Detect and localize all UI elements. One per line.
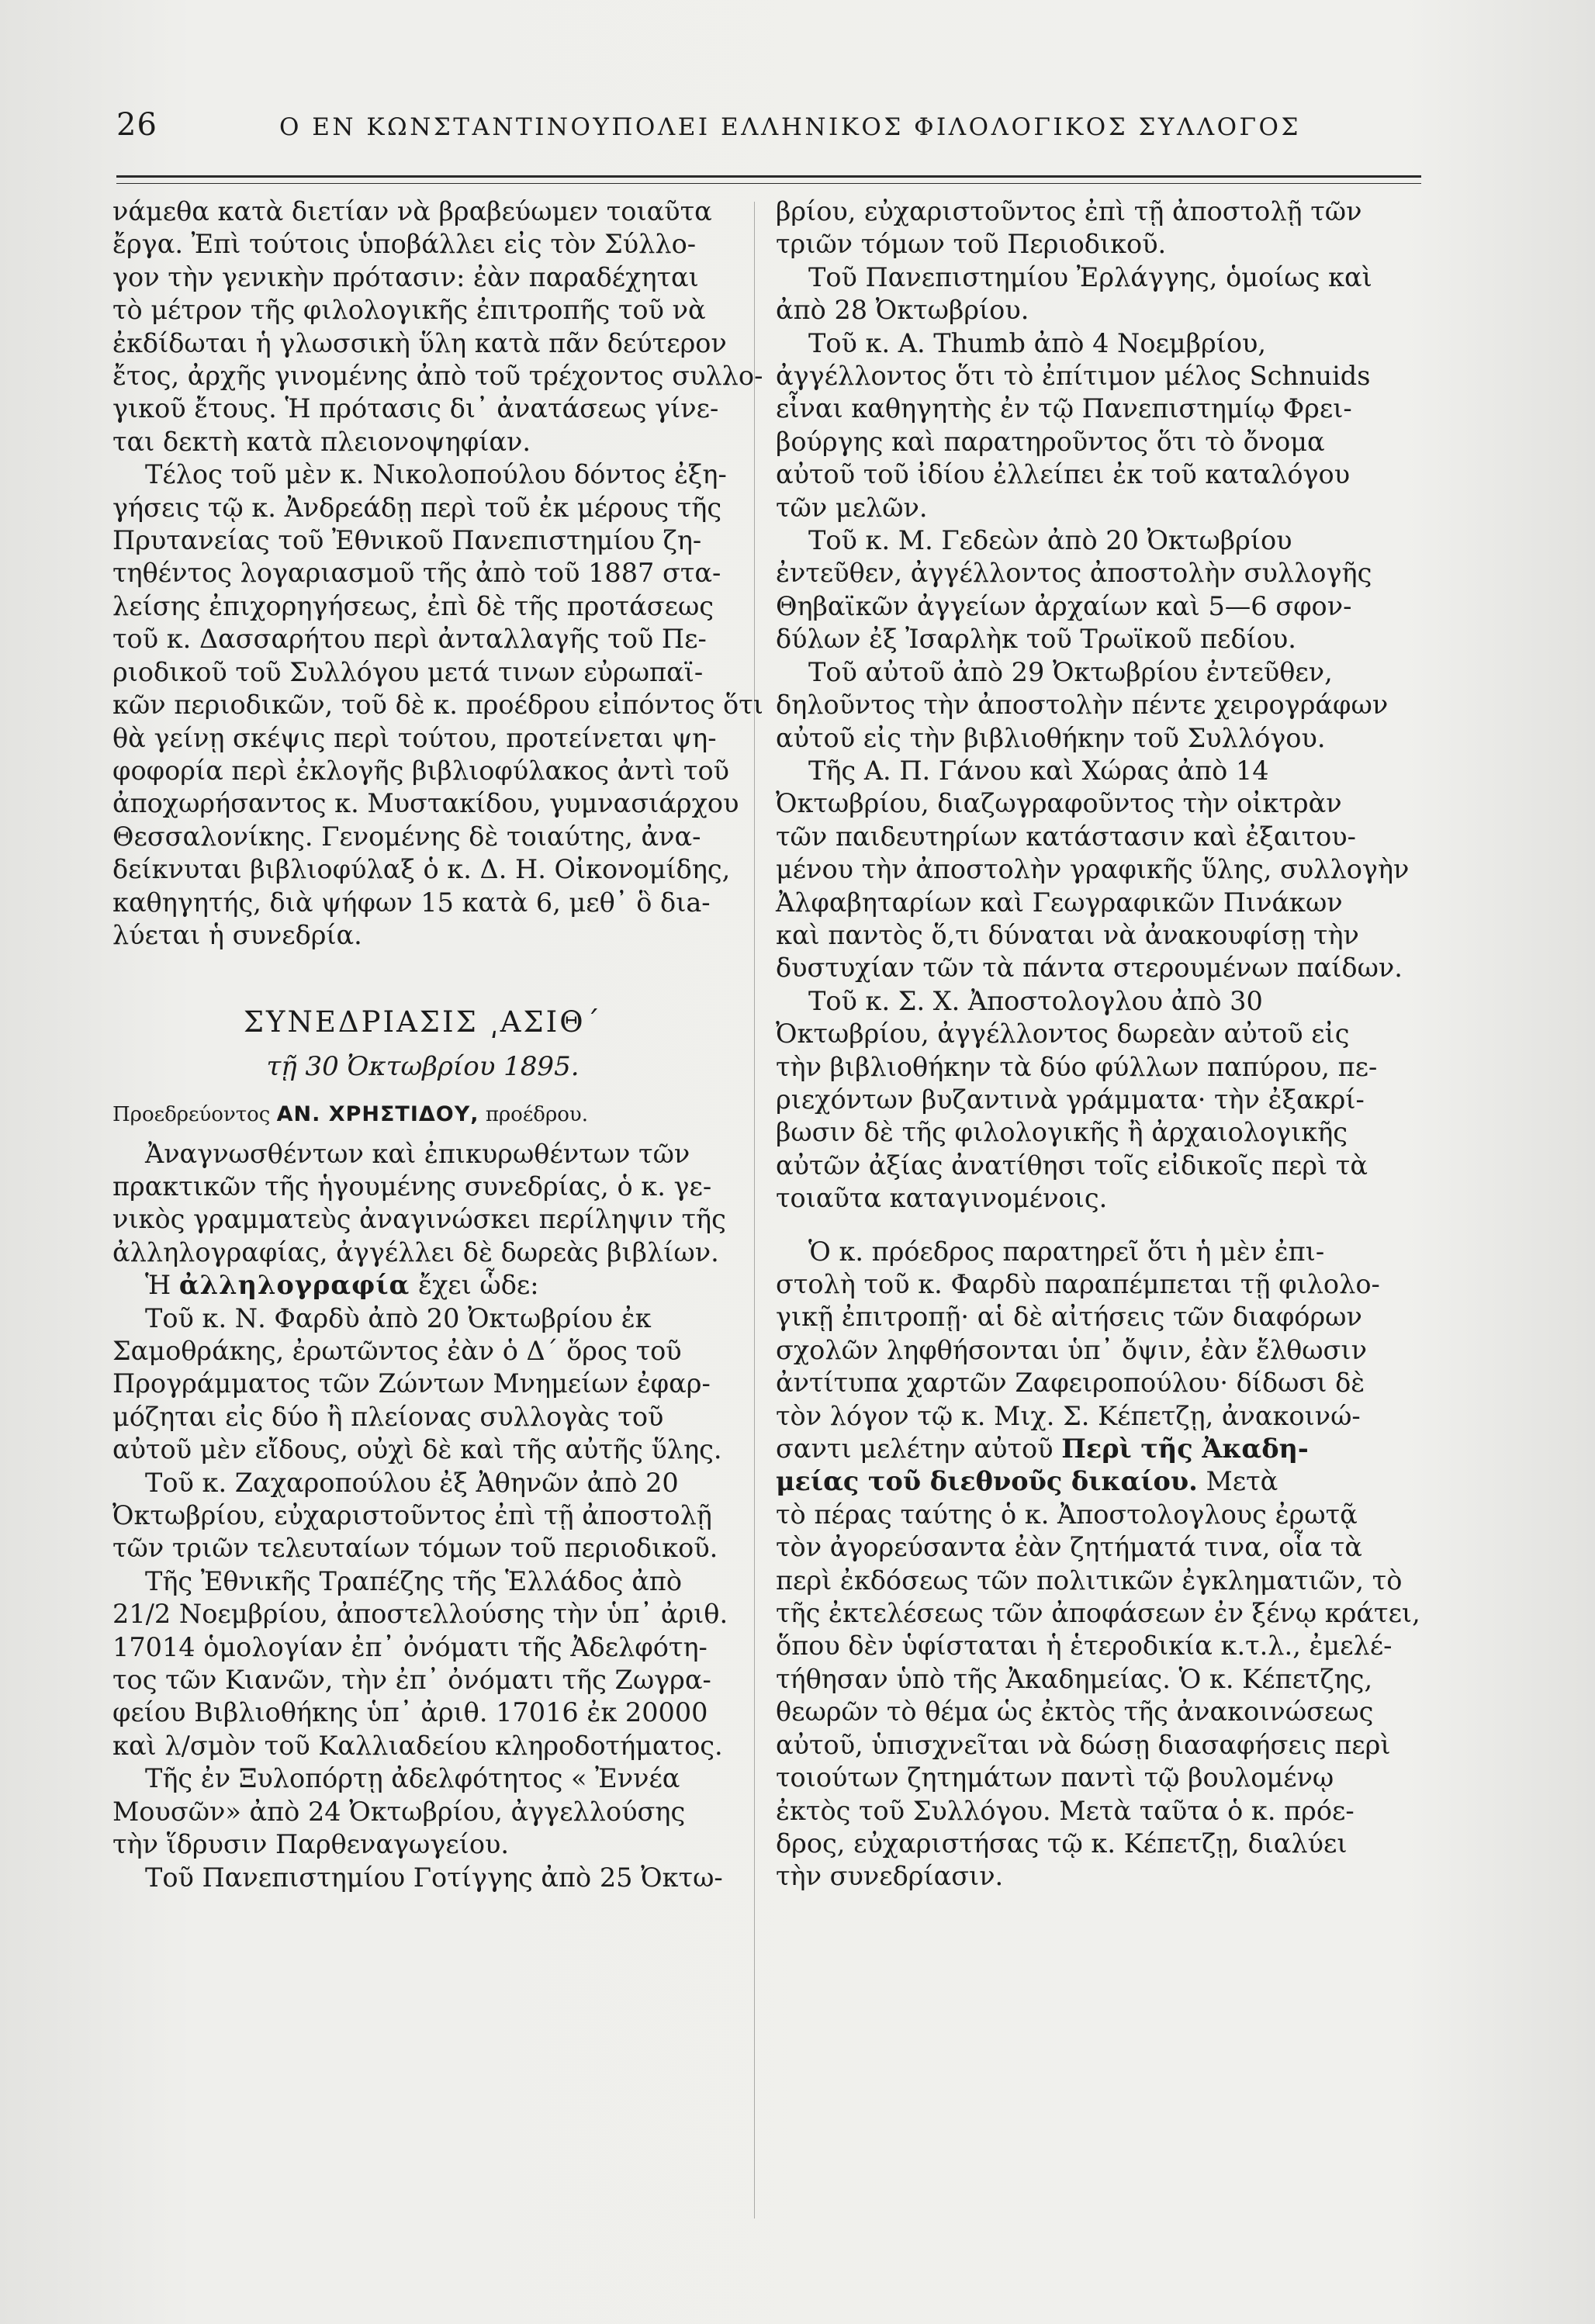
text-line: τοῦ κ. Δασσαρήτου περὶ ἀνταλλαγῆς τοῦ Πε- bbox=[112, 624, 707, 655]
text-line: ριεχόντων βυζαντινὰ γράμματα· τὴν ἐξακρί- bbox=[776, 1084, 1365, 1115]
text-line: Τοῦ Πανεπιστημίου Γοτίγγης ἀπὸ 25 Ὀκτω- bbox=[145, 1862, 723, 1893]
text-fragment: Μετὰ bbox=[1206, 1466, 1278, 1497]
text-line: Τοῦ κ. Ν. Φαρδὺ ἀπὸ 20 Ὀκτωβρίου ἐκ bbox=[145, 1302, 652, 1333]
text-line: Θηβαϊκῶν ἀγγείων ἀρχαίων καὶ 5—6 σφον- bbox=[776, 590, 1352, 621]
text-line: γικοῦ ἔτους. Ἡ πρότασις δι᾽ ἀνατάσεως γίνε- bbox=[112, 393, 719, 424]
text-line: ἔργα. Ἐπὶ τούτοις ὑποβάλλει εἰς τὸν Σύλλο- bbox=[112, 229, 697, 260]
text-line: τος τῶν Κιανῶν, τὴν ἐπ᾽ ὀνόματι τῆς Ζωγρα- bbox=[112, 1665, 711, 1696]
letter-fardy bbox=[112, 1302, 733, 1467]
text-line: Τέλος τοῦ μὲν κ. Νικολοπούλου δόντος ἐξη- bbox=[145, 459, 727, 490]
text-line: τὸ πέρας ταύτης ὁ κ. Ἀποστολογλους ἐρωτᾷ bbox=[776, 1499, 1358, 1530]
text-line: Σαμοθράκης, ἐρωτῶντος ἐὰν ὁ Δ΄ ὅρος τοῦ bbox=[112, 1336, 682, 1366]
text-line: τὴν συνεδρίασιν. bbox=[776, 1861, 1004, 1892]
text-line: τῶν τριῶν τελευταίων τόμων τοῦ περιοδικοῦ. bbox=[112, 1533, 718, 1564]
letter-apostologlou bbox=[776, 985, 1420, 1216]
session-date: τῇ 30 Ὀκτωβρίου 1895. bbox=[266, 1050, 580, 1082]
presided-line bbox=[112, 1098, 733, 1131]
correspondence-word: ἀλληλογραφία bbox=[178, 1270, 410, 1301]
correspondence-post: ἔχει ὧδε: bbox=[417, 1270, 539, 1301]
text-line: βωσιν δὲ τῆς φιλολογικῆς ἢ ἀρχαιολογικῆς bbox=[776, 1117, 1348, 1148]
paragraph-proposal bbox=[112, 195, 763, 458]
text-line: ἀντίτυπα χαρτῶν Ζαφειροπούλου· δίδωσι δὲ bbox=[776, 1368, 1365, 1399]
text-line: σχολῶν ληφθήσονται ὑπ᾽ ὄψιν, ἐὰν ἔλθωσιν bbox=[776, 1334, 1367, 1365]
text-line: ριοδικοῦ τοῦ Συλλόγου μετά τινων εὐρωπαϊ- bbox=[112, 656, 704, 687]
text-line: ἀπὸ 28 Ὀκτωβρίου. bbox=[776, 295, 1029, 326]
text-line: τοιαῦτα καταγινομένοις. bbox=[776, 1183, 1108, 1214]
letter-gottingen-cont bbox=[776, 195, 1420, 261]
text-line: ἀγγέλλοντος ὅτι τὸ ἐπίτιμον μέλος Schnuids bbox=[776, 361, 1371, 392]
text-line: Μουσῶν» ἀπὸ 24 Ὀκτωβρίου, ἀγγελλούσης bbox=[112, 1796, 686, 1827]
text-line: Ἀναγνωσθέντων καὶ ἐπικυρωθέντων τῶν bbox=[145, 1138, 690, 1169]
letter-erlangen bbox=[776, 261, 1420, 327]
letter-gedeon-1 bbox=[776, 524, 1420, 656]
text-line: Τοῦ κ. Ζαχαροπούλου ἐξ Ἀθηνῶν ἀπὸ 20 bbox=[145, 1467, 679, 1498]
right-column bbox=[776, 195, 1420, 1893]
text-line: αὐτοῦ, ὑπισχνεῖται νὰ δώσῃ διασαφήσεις περὶ bbox=[776, 1729, 1391, 1760]
text-line: τὴν βιβλιοθήκην τὰ δύο φύλλων παπύρου, πε- bbox=[776, 1051, 1378, 1082]
text-line: φοφορία περὶ ἐκλογῆς βιβλιοφύλακος ἀντὶ τοῦ bbox=[112, 755, 729, 786]
text-line: τριῶν τόμων τοῦ Περιοδικοῦ. bbox=[776, 229, 1167, 260]
text-line: ἔτος, ἀρχῆς γινομένης ἀπὸ τοῦ τρέχοντος συλλο- bbox=[112, 361, 763, 392]
text-line: αὐτοῦ μὲν εἴδους, οὐχὶ δὲ καὶ τῆς αὐτῆς ὕλης. bbox=[112, 1434, 722, 1465]
text-line: Ὀκτωβρίου, εὐχαριστοῦντος ἐπὶ τῇ ἀποστολῇ bbox=[112, 1500, 712, 1531]
presided-suffix: προέδρου. bbox=[485, 1103, 588, 1127]
page-number: 26 bbox=[116, 107, 157, 143]
correspondence-pre: Ἡ bbox=[145, 1270, 171, 1301]
text-line: Ὀκτωβρίου, ἀγγέλλοντος δωρεὰν αὐτοῦ εἰς bbox=[776, 1018, 1350, 1050]
text-line: εἶναι καθηγητὴς ἐν τῷ Πανεπιστημίῳ Φρει- bbox=[776, 393, 1352, 424]
presided-prefix: Προεδρεύοντος bbox=[112, 1103, 271, 1127]
text-line: γικῇ ἐπιτροπῇ· αἱ δὲ αἰτήσεις τῶν διαφόρων bbox=[776, 1302, 1362, 1333]
left-column bbox=[112, 195, 763, 1894]
text-line: νάμεθα κατὰ διετίαν νὰ βραβεύωμεν τοιαῦτα bbox=[112, 196, 712, 227]
correspondence-heading bbox=[112, 1269, 733, 1302]
text-line: ἀποχωρήσαντος κ. Μυστακίδου, γυμνασιάρχου bbox=[112, 788, 739, 819]
letter-gottingen bbox=[112, 1862, 733, 1894]
text-line: ἐκδίδωται ἡ γλωσσικὴ ὕλη κατὰ πᾶν δεύτερον bbox=[112, 327, 727, 358]
lecture-title-part1: Περὶ τῆς Ἀκαδη- bbox=[1061, 1433, 1309, 1465]
text-line: αὐτοῦ εἰς τὴν βιβλιοθήκην τοῦ Συλλόγου. bbox=[776, 722, 1326, 753]
text-line: τήθησαν ὑπὸ τῆς Ἀκαδημείας. Ὁ κ. Κέπετζης, bbox=[776, 1663, 1373, 1694]
text-line: ἀλληλογραφίας, ἀγγέλλει δὲ δωρεὰς βιβλίων. bbox=[112, 1236, 719, 1267]
text-line: Ὁ κ. πρόεδρος παρατηρεῖ ὅτι ἡ μὲν ἐπι- bbox=[808, 1236, 1325, 1267]
letter-ganos bbox=[776, 755, 1420, 985]
text-line: δρος, εὐχαριστήσας τῷ κ. Κέπετζῃ, διαλύει bbox=[776, 1828, 1348, 1859]
lecture-title-part2: μείας τοῦ διεθνοῦς δικαίου. bbox=[776, 1466, 1198, 1497]
text-line: νικὸς γραμματεὺς ἀναγινώσκει περίληψιν τῆς bbox=[112, 1204, 726, 1235]
text-line: μένου τὴν ἀποστολὴν γραφικῆς ὕλης, συλλογὴν bbox=[776, 854, 1410, 885]
paragraph-minutes bbox=[112, 1138, 733, 1270]
text-line: θὰ γείνῃ σκέψις περὶ τούτου, προτείνεται ψη- bbox=[112, 722, 717, 753]
text-line: καθηγητής, διὰ ψήφων 15 κατὰ 6, μεθ᾽ ὃ διa- bbox=[112, 887, 711, 918]
letter-gedeon-2 bbox=[776, 656, 1420, 755]
text-line: ὅπου δὲν ὑφίσταται ἡ ἑτεροδικία κ.τ.λ., ἐμελέ- bbox=[776, 1631, 1393, 1662]
text-line: τὸν λόγον τῷ κ. Μιχ. Σ. Κέπετζῃ, ἀνακοινώ- bbox=[776, 1400, 1361, 1431]
text-line: περὶ ἐκδόσεως τῶν πολιτικῶν ἐγκληματιῶν, τὸ bbox=[776, 1565, 1403, 1596]
text-line: τὴν ἵδρυσιν Παρθεναγωγείου. bbox=[112, 1829, 510, 1860]
letter-zacharopoulos bbox=[112, 1467, 733, 1565]
text-line: γήσεις τῷ κ. Ἀνδρεάδῃ περὶ τοῦ ἐκ μέρους τῆς bbox=[112, 492, 722, 523]
paragraph-closing bbox=[112, 458, 763, 952]
text-line: Τῆς Ἐθνικῆς Τραπέζης τῆς Ἑλλάδος ἀπὸ bbox=[145, 1565, 683, 1596]
text-line: δύλων ἐξ Ἰσαρλὴκ τοῦ Τρωϊκοῦ πεδίου. bbox=[776, 624, 1296, 655]
text-line: τῶν μελῶν. bbox=[776, 492, 928, 523]
text-line: μόζηται εἰς δύο ἢ πλείονας συλλογὰς τοῦ bbox=[112, 1401, 664, 1432]
text-line: τῶν παιδευτηρίων κατάστασιν καὶ ἐξαιτου- bbox=[776, 821, 1356, 852]
text-line: Τῆς Α. Π. Γάνου καὶ Χώρας ἀπὸ 14 bbox=[808, 755, 1269, 786]
text-line: λύεται ἡ συνεδρία. bbox=[112, 919, 362, 950]
text-line: γον τὴν γενικὴν πρότασιν: ἐὰν παραδέχηται bbox=[112, 261, 699, 292]
text-line: βούργης καὶ παρατηροῦντος ὅτι τὸ ὄνομα bbox=[776, 426, 1325, 457]
text-line bbox=[776, 1465, 1420, 1498]
text-line: τοιούτων ζητημάτων παντὶ τῷ βουλομένῳ bbox=[776, 1762, 1334, 1793]
session-title: ΣΥΝΕΔΡΙΑΣΙΣ ͵ΑΣΙΘ΄ bbox=[243, 1005, 603, 1039]
text-line bbox=[776, 1433, 1420, 1465]
header-rule-thin bbox=[116, 183, 1421, 184]
text-line: 21/2 Νοεμβρίου, ἀποστελλούσης τὴν ὑπ᾽ ἀριθ. bbox=[112, 1599, 728, 1630]
page-header bbox=[116, 107, 1435, 154]
text-line: Προγράμματος τῶν Ζώντων Μνημείων ἐφαρ- bbox=[112, 1368, 711, 1399]
text-line: Τῆς ἐν Ξυλοπόρτῃ ἀδελφότητος « Ἐννέα bbox=[145, 1763, 680, 1794]
text-line: στολὴ τοῦ κ. Φαρδὺ παραπέμπεται τῇ φιλολο- bbox=[776, 1269, 1380, 1299]
text-line: Πρυτανείας τοῦ Ἐθνικοῦ Πανεπιστημίου ζη- bbox=[112, 525, 702, 556]
header-rule-thick bbox=[116, 175, 1421, 178]
text-line: τῆς ἐκτελέσεως τῶν ἀποφάσεων ἐν ξένῳ κράτει, bbox=[776, 1598, 1420, 1629]
letter-thumb bbox=[776, 327, 1420, 524]
text-line: Τοῦ κ. Α. Thumb ἀπὸ 4 Νοεμβρίου, bbox=[808, 327, 1267, 358]
text-line: ται δεκτὴ κατὰ πλειονοψηφίαν. bbox=[112, 426, 531, 457]
text-line: Τοῦ Πανεπιστημίου Ἐρλάγγης, ὁμοίως καὶ bbox=[808, 261, 1372, 292]
text-line: αὐτοῦ τοῦ ἰδίου ἐλλείπει ἐκ τοῦ καταλόγου bbox=[776, 459, 1351, 490]
text-fragment: σαντι μελέτην αὐτοῦ bbox=[776, 1433, 1054, 1465]
text-line: Τοῦ αὐτοῦ ἀπὸ 29 Ὀκτωβρίου ἐντεῦθεν, bbox=[808, 656, 1333, 687]
text-line: καὶ λ/σμὸν τοῦ Καλλιαδείου κληροδοτήματος. bbox=[112, 1730, 723, 1761]
text-line: αὐτῶν ἀξίας ἀνατίθησι τοῖς εἰδικοῖς περὶ τὰ bbox=[776, 1150, 1368, 1181]
text-line: δείκνυται βιβλιοφύλαξ ὁ κ. Δ. Η. Οἰκονομίδης, bbox=[112, 854, 731, 885]
text-line: καὶ παντὸς ὅ,τι δύναται νὰ ἀνακουφίσῃ τὴν bbox=[776, 919, 1359, 950]
text-line: κῶν περιοδικῶν, τοῦ δὲ κ. προέδρου εἰπόντος ὅτι bbox=[112, 690, 763, 721]
text-line: ἐντεῦθεν, ἀγγέλλοντος ἀποστολὴν συλλογῆς bbox=[776, 558, 1372, 589]
text-line: φείου Βιβλιοθήκης ὑπ᾽ ἀριθ. 17016 ἐκ 20000 bbox=[112, 1697, 708, 1728]
text-line: Τοῦ κ. Σ. Χ. Ἀποστολογλου ἀπὸ 30 bbox=[808, 985, 1263, 1016]
text-line: Τοῦ κ. Μ. Γεδεὼν ἀπὸ 20 Ὀκτωβρίου bbox=[808, 525, 1292, 556]
text-line: θεωρῶν τὸ θέμα ὡς ἐκτὸς τῆς ἀνακοινώσεως bbox=[776, 1696, 1374, 1727]
text-line: δυστυχίαν τῶν τὰ πάντα στερουμένων παίδων. bbox=[776, 953, 1403, 984]
text-line: λείσης ἐπιχορηγήσεως, ἐπὶ δὲ τῆς προτάσεως bbox=[112, 590, 714, 621]
letter-xyloporti bbox=[112, 1762, 733, 1861]
president-name: ΑΝ. ΧΡΗΣΤΙΔΟΥ, bbox=[276, 1102, 479, 1127]
text-line: Θεσσαλονίκης. Γενομένης δὲ τοιαύτης, ἀνα- bbox=[112, 821, 701, 852]
text-line: βρίου, εὐχαριστοῦντος ἐπὶ τῇ ἀποστολῇ τῶν bbox=[776, 196, 1362, 227]
column-divider bbox=[754, 202, 755, 2219]
text-line: τὸ μέτρον τῆς φιλολογικῆς ἐπιτροπῆς τοῦ νὰ bbox=[112, 295, 706, 326]
running-title: Ο ΕΝ ΚΩΝΣΤΑΝΤΙΝΟΥΠΟΛΕΙ ΕΛΛΗΝΙΚΟΣ ΦΙΛΟΛΟΓΙΚΟΣ ΣΥΛΛΟΓΟΣ bbox=[279, 113, 1301, 141]
text-line: ἐκτὸς τοῦ Συλλόγου. Μετὰ ταῦτα ὁ κ. πρόε- bbox=[776, 1795, 1355, 1826]
text-line: Ἀλφαβηταρίων καὶ Γεωγραφικῶν Πινάκων bbox=[776, 887, 1343, 918]
text-line: Ὀκτωβρίου, διαζωγραφοῦντος τὴν οἰκτρὰν bbox=[776, 788, 1342, 819]
text-line: πρακτικῶν τῆς ἡγουμένης συνεδρίας, ὁ κ. γε- bbox=[112, 1171, 712, 1202]
text-line: τηθέντος λογαριασμοῦ τῆς ἀπὸ τοῦ 1887 στα- bbox=[112, 558, 721, 589]
letter-national-bank bbox=[112, 1565, 733, 1762]
text-line: 17014 ὁμολογίαν ἐπ᾽ ὀνόματι τῆς Ἀδελφότη- bbox=[112, 1631, 708, 1662]
text-line: τὸν ἀγορεύσαντα ἐὰν ζητήματά τινα, οἷα τὰ bbox=[776, 1532, 1362, 1563]
paragraph-president-remarks bbox=[776, 1236, 1420, 1893]
text-line: δηλοῦντος τὴν ἀποστολὴν πέντε χειρογράφων bbox=[776, 690, 1389, 721]
